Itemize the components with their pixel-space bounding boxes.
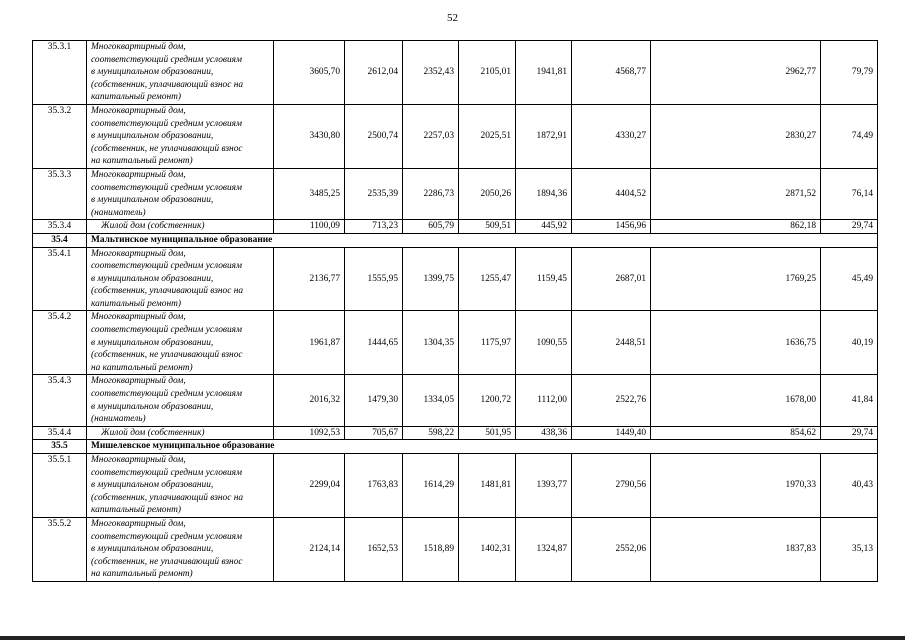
value-cell: 29,74 xyxy=(821,220,878,234)
value-cell: 2871,52 xyxy=(651,168,821,219)
value-cell: 1200,72 xyxy=(459,375,516,426)
value-cell: 605,79 xyxy=(403,220,459,234)
description-line: (наниматель) xyxy=(91,207,146,218)
value-cell: 4404,52 xyxy=(572,168,651,219)
description-line: Многоквартирный дом, xyxy=(91,518,186,529)
value-cell: 1481,81 xyxy=(459,454,516,518)
value-cell: 501,95 xyxy=(459,426,516,440)
description-line: Многоквартирный дом, xyxy=(91,169,186,180)
description-line: капитальный ремонт) xyxy=(91,298,182,309)
value-cell: 45,49 xyxy=(821,247,878,311)
row-description xyxy=(87,41,274,105)
table-row xyxy=(33,426,878,440)
description-line: (собственник, уплачивающий взнос на xyxy=(91,79,244,90)
description-line: в муниципальном образовании, xyxy=(91,67,214,78)
table-row xyxy=(33,517,878,581)
description-line: Многоквартирный дом, xyxy=(91,455,186,465)
description-line: (собственник, не уплачивающий взнос xyxy=(91,556,243,567)
table-row xyxy=(33,311,878,375)
value-cell: 2124,14 xyxy=(274,517,345,581)
value-cell: 35,13 xyxy=(821,517,878,581)
row-number: 35.3.4 xyxy=(33,220,87,234)
description-line: соответствующий средним условиям xyxy=(91,261,243,272)
description-line: Многоквартирный дом, xyxy=(91,312,186,323)
value-cell: 2136,77 xyxy=(274,247,345,311)
table-row xyxy=(33,247,878,311)
description-line: Жилой дом (собственник) xyxy=(101,221,205,232)
row-description xyxy=(87,517,274,581)
value-cell: 509,51 xyxy=(459,220,516,234)
row-number: 35.3.3 xyxy=(33,168,87,219)
value-cell: 2687,01 xyxy=(572,247,651,311)
value-cell: 1112,00 xyxy=(516,375,572,426)
description-line: Жилой дом (собственник) xyxy=(101,427,205,438)
value-cell: 1763,83 xyxy=(345,454,403,518)
value-cell: 862,18 xyxy=(651,220,821,234)
row-number: 35.4.2 xyxy=(33,311,87,375)
description-line: Многоквартирный дом, xyxy=(91,42,186,52)
row-number: 35.4.1 xyxy=(33,247,87,311)
value-cell: 1444,65 xyxy=(345,311,403,375)
row-description xyxy=(87,426,274,440)
value-cell: 598,22 xyxy=(403,426,459,440)
value-cell: 1941,81 xyxy=(516,41,572,105)
value-cell: 2612,04 xyxy=(345,41,403,105)
row-number: 35.5 xyxy=(33,440,87,454)
value-cell: 1894,36 xyxy=(516,168,572,219)
table-row xyxy=(33,104,878,168)
value-cell: 2500,74 xyxy=(345,104,403,168)
section-title: Мальтинское муниципальное образование xyxy=(87,233,878,247)
row-description xyxy=(87,220,274,234)
section-title: Мишелевское муниципальное образование xyxy=(87,440,878,454)
value-cell: 1092,53 xyxy=(274,426,345,440)
row-description xyxy=(87,375,274,426)
description-line: на капитальный ремонт) xyxy=(91,156,193,167)
value-cell: 2025,51 xyxy=(459,104,516,168)
table-body xyxy=(33,41,878,582)
row-number: 35.5.1 xyxy=(33,454,87,518)
value-cell: 1872,91 xyxy=(516,104,572,168)
value-cell: 2962,77 xyxy=(651,41,821,105)
description-line: соответствующий средним условиям xyxy=(91,389,243,400)
value-cell: 1324,87 xyxy=(516,517,572,581)
description-line: капитальный ремонт) xyxy=(91,505,182,516)
description-line: в муниципальном образовании, xyxy=(91,401,214,412)
table-row xyxy=(33,454,878,518)
value-cell: 29,74 xyxy=(821,426,878,440)
tariff-table xyxy=(32,40,878,582)
value-cell: 3430,80 xyxy=(274,104,345,168)
value-cell: 2552,06 xyxy=(572,517,651,581)
section-row xyxy=(33,440,878,454)
value-cell: 1090,55 xyxy=(516,311,572,375)
description-line: на капитальный ремонт) xyxy=(91,362,193,373)
table-row xyxy=(33,375,878,426)
value-cell: 1970,33 xyxy=(651,454,821,518)
value-cell: 854,62 xyxy=(651,426,821,440)
row-number: 35.4.3 xyxy=(33,375,87,426)
value-cell: 2448,51 xyxy=(572,311,651,375)
value-cell: 4568,77 xyxy=(572,41,651,105)
value-cell: 1175,97 xyxy=(459,311,516,375)
value-cell: 1449,40 xyxy=(572,426,651,440)
description-line: Многоквартирный дом, xyxy=(91,248,186,259)
value-cell: 1456,96 xyxy=(572,220,651,234)
value-cell: 1479,30 xyxy=(345,375,403,426)
description-line: соответствующий средним условиям xyxy=(91,531,243,542)
row-number: 35.4.4 xyxy=(33,426,87,440)
page-number: 52 xyxy=(447,12,458,24)
row-number: 35.3.1 xyxy=(33,41,87,105)
description-line: (собственник, не уплачивающий взнос xyxy=(91,143,243,154)
row-number: 35.3.2 xyxy=(33,104,87,168)
value-cell: 41,84 xyxy=(821,375,878,426)
row-description xyxy=(87,454,274,518)
description-line: Многоквартирный дом, xyxy=(91,105,186,116)
value-cell: 1837,83 xyxy=(651,517,821,581)
description-line: (наниматель) xyxy=(91,414,146,425)
value-cell: 1518,89 xyxy=(403,517,459,581)
value-cell: 1304,35 xyxy=(403,311,459,375)
value-cell: 2016,32 xyxy=(274,375,345,426)
table-row xyxy=(33,168,878,219)
description-line: в муниципальном образовании, xyxy=(91,195,214,206)
value-cell: 2257,03 xyxy=(403,104,459,168)
value-cell: 1555,95 xyxy=(345,247,403,311)
value-cell: 3485,25 xyxy=(274,168,345,219)
row-number: 35.4 xyxy=(33,233,87,247)
description-line: в муниципальном образовании, xyxy=(91,337,214,348)
row-description xyxy=(87,311,274,375)
value-cell: 713,23 xyxy=(345,220,403,234)
value-cell: 1255,47 xyxy=(459,247,516,311)
value-cell: 1100,09 xyxy=(274,220,345,234)
description-line: соответствующий средним условиям xyxy=(91,182,243,193)
value-cell: 1961,87 xyxy=(274,311,345,375)
table-row xyxy=(33,41,878,105)
row-number: 35.5.2 xyxy=(33,517,87,581)
value-cell: 40,43 xyxy=(821,454,878,518)
value-cell: 2299,04 xyxy=(274,454,345,518)
description-line: в муниципальном образовании, xyxy=(91,273,214,284)
value-cell: 74,49 xyxy=(821,104,878,168)
value-cell: 2352,43 xyxy=(403,41,459,105)
description-line: на капитальный ремонт) xyxy=(91,569,193,580)
row-description xyxy=(87,168,274,219)
value-cell: 3605,70 xyxy=(274,41,345,105)
table-row xyxy=(33,220,878,234)
value-cell: 1614,29 xyxy=(403,454,459,518)
value-cell: 1399,75 xyxy=(403,247,459,311)
value-cell: 705,67 xyxy=(345,426,403,440)
description-line: (собственник, не уплачивающий взнос xyxy=(91,350,243,361)
value-cell: 1393,77 xyxy=(516,454,572,518)
value-cell: 438,36 xyxy=(516,426,572,440)
description-line: (собственник, уплачивающий взнос на xyxy=(91,286,244,297)
value-cell: 1652,53 xyxy=(345,517,403,581)
value-cell: 445,92 xyxy=(516,220,572,234)
value-cell: 1636,75 xyxy=(651,311,821,375)
description-line: (собственник, уплачивающий взнос на xyxy=(91,492,244,503)
value-cell: 2050,26 xyxy=(459,168,516,219)
value-cell: 40,19 xyxy=(821,311,878,375)
scan-edge xyxy=(0,636,905,640)
value-cell: 2830,27 xyxy=(651,104,821,168)
value-cell: 1402,31 xyxy=(459,517,516,581)
value-cell: 76,14 xyxy=(821,168,878,219)
description-line: соответствующий средним условиям xyxy=(91,54,243,65)
row-description xyxy=(87,104,274,168)
description-line: Многоквартирный дом, xyxy=(91,376,186,387)
value-cell: 1769,25 xyxy=(651,247,821,311)
description-line: в муниципальном образовании, xyxy=(91,544,214,555)
value-cell: 79,79 xyxy=(821,41,878,105)
description-line: в муниципальном образовании, xyxy=(91,131,214,142)
value-cell: 2535,39 xyxy=(345,168,403,219)
value-cell: 2105,01 xyxy=(459,41,516,105)
value-cell: 1678,00 xyxy=(651,375,821,426)
description-line: капитальный ремонт) xyxy=(91,92,182,103)
value-cell: 1159,45 xyxy=(516,247,572,311)
description-line: соответствующий средним условиям xyxy=(91,325,243,336)
value-cell: 4330,27 xyxy=(572,104,651,168)
value-cell: 1334,05 xyxy=(403,375,459,426)
value-cell: 2790,56 xyxy=(572,454,651,518)
row-description xyxy=(87,247,274,311)
description-line: соответствующий средним условиям xyxy=(91,118,243,129)
description-line: соответствующий средним условиям xyxy=(91,467,243,478)
value-cell: 2286,73 xyxy=(403,168,459,219)
section-row xyxy=(33,233,878,247)
value-cell: 2522,76 xyxy=(572,375,651,426)
description-line: в муниципальном образовании, xyxy=(91,480,214,491)
